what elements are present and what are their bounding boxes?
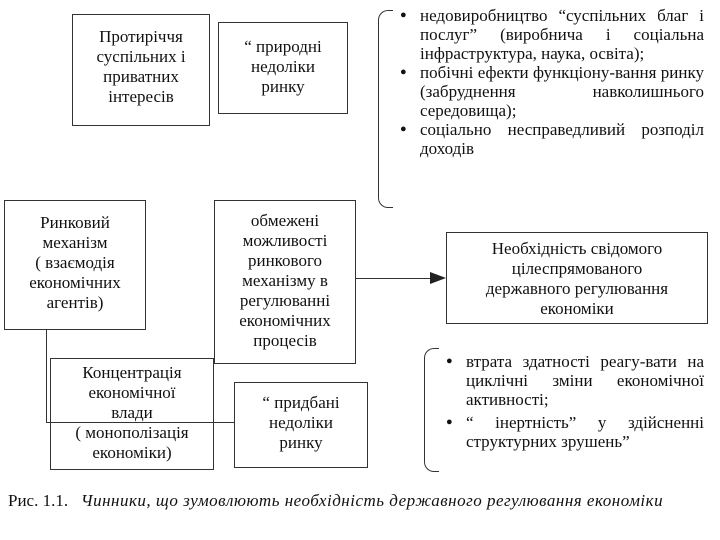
concentration-label: Концентрація економічної влади ( монополізація економіки) bbox=[75, 363, 189, 462]
natural-defects-list bbox=[398, 6, 704, 158]
acquired-defects-box bbox=[234, 382, 368, 468]
acquired-defects-label: “ придбані недоліки ринку bbox=[262, 393, 340, 452]
caption-label: Рис. 1.1. bbox=[8, 491, 69, 510]
acquired-defects-list bbox=[444, 352, 704, 451]
natural-defects-label: “ природні недоліки ринку bbox=[244, 37, 322, 96]
figure-caption bbox=[8, 490, 720, 512]
limited-possibilities-box bbox=[214, 200, 356, 364]
list-item: ● соціально несправедливий розподіл доходів bbox=[398, 120, 704, 158]
market-mechanism-box bbox=[4, 200, 146, 330]
necessity-label: Необхідність свідомого цілеспрямованого державного регулювання економіки bbox=[485, 239, 669, 318]
caption-text: Чинники, що зумовлюють необхідність державного регулювання економіки bbox=[80, 491, 664, 510]
natural-list-brace bbox=[378, 10, 393, 208]
connector-line bbox=[356, 278, 434, 279]
contradictions-box bbox=[72, 14, 210, 126]
list-item: ● побічні ефекти функціону-вання ринку (забруднення навколишнього середовища); bbox=[398, 63, 704, 120]
natural-defects-box bbox=[218, 22, 348, 114]
list-item: ● недовиробництво “суспільних благ і послуг” (виробнича і соціальна інфраструктура, наука, освіта); bbox=[398, 6, 704, 63]
connector-line bbox=[46, 330, 47, 422]
contradictions-label: Протиріччя суспільних і приватних інтересів bbox=[96, 27, 186, 106]
list-item: ● втрата здатності реагу-вати на циклічні зміни економічної активності; bbox=[444, 352, 704, 409]
limited-possibilities-label: обмежені можливості ринкового механізму в регулюванні економічних процесів bbox=[239, 211, 331, 350]
acquired-list-brace bbox=[424, 348, 439, 472]
arrow-head bbox=[430, 272, 446, 284]
concentration-box bbox=[50, 358, 214, 470]
necessity-box bbox=[446, 232, 708, 324]
market-mechanism-label: Ринковий механізм ( взаємодія економічних агентів) bbox=[29, 213, 121, 312]
connector-line bbox=[46, 422, 234, 423]
list-item: ● “ інертність” у здійсненні структурних зрушень” bbox=[444, 413, 704, 451]
